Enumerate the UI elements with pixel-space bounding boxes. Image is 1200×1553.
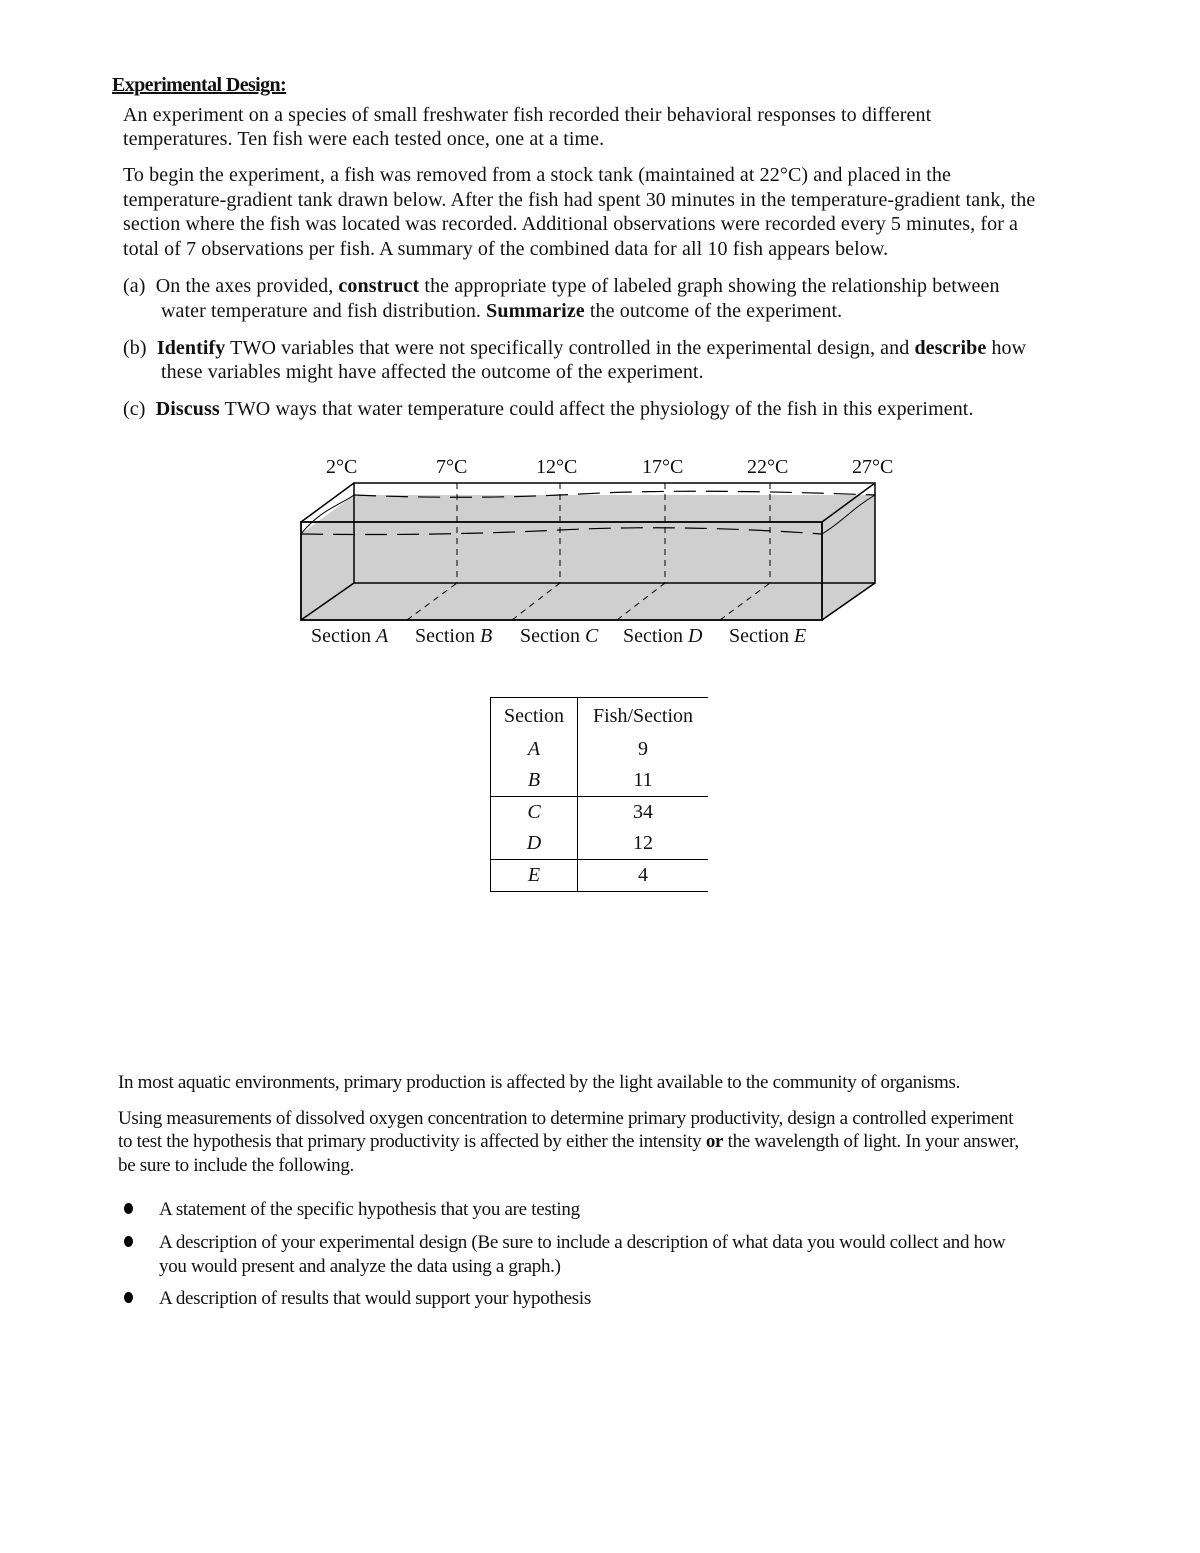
- section-label: Section C: [520, 625, 599, 647]
- temperature-label: 22°C: [747, 456, 789, 478]
- temperature-label: 12°C: [536, 456, 578, 478]
- bullet-item-cont: you would present and analyze the data using a graph.): [159, 1256, 561, 1277]
- table-cell-fish: 34: [633, 801, 653, 823]
- question-marker: (a): [123, 275, 146, 297]
- section-label: Section A: [311, 625, 389, 647]
- part2-intro: In most aquatic environments, primary production is affected by the light available to the community of organisms.: [118, 1072, 961, 1093]
- table-header-row: [491, 698, 709, 735]
- question-a: [123, 274, 1000, 298]
- temperature-label: 17°C: [642, 456, 684, 478]
- table-row: [491, 765, 709, 797]
- table-cell-fish: 11: [633, 769, 653, 791]
- table-row: [491, 734, 709, 765]
- temperature-label: 27°C: [852, 456, 894, 478]
- question-keyword: Discuss: [155, 398, 220, 420]
- procedure-line: section where the fish was located was recorded. Additional observations were recorded every 5 minutes, for a: [123, 213, 1019, 235]
- question-text: On the axes provided,: [155, 275, 339, 297]
- question-text: water temperature and fish distribution.: [161, 300, 487, 322]
- fish-distribution-table: [490, 697, 708, 892]
- intro-line: temperatures. Ten fish were each tested once, one at a time.: [123, 128, 605, 150]
- table-cell-section: D: [491, 828, 578, 860]
- bullet-item: A description of your experimental design (Be sure to include a description of what data you would collect and how: [159, 1232, 1006, 1253]
- part2-prompt-line: to test the hypothesis that primary productivity is affected by either the intensity or the wavelength of light. In your answer,: [118, 1131, 1019, 1152]
- question-a-cont: [161, 299, 842, 323]
- table-cell-section: E: [491, 860, 578, 892]
- question-keyword: describe: [914, 337, 987, 359]
- question-marker: (b): [123, 337, 147, 359]
- bullet-icon: [124, 1203, 133, 1214]
- procedure-line: total of 7 observations per fish. A summary of the combined data for all 10 fish appears below.: [123, 238, 889, 260]
- table-header: Fish/Section: [592, 704, 693, 727]
- table-cell-section: A: [491, 734, 578, 765]
- temperature-label: 2°C: [326, 456, 358, 478]
- table-header: Section: [491, 698, 578, 735]
- table-cell-fish: 4: [638, 864, 648, 886]
- question-b-cont: these variables might have affected the outcome of the experiment.: [161, 361, 704, 383]
- question-text: the appropriate type of labeled graph showing the relationship between: [419, 275, 1000, 297]
- part2-prompt-line: Using measurements of dissolved oxygen concentration to determine primary productivity, design a controlled experiment: [118, 1108, 1014, 1129]
- table-cell-section: B: [491, 765, 578, 797]
- table-cell-section: C: [491, 797, 578, 829]
- question-marker: (c): [123, 398, 146, 420]
- question-text: TWO variables that were not specifically controlled in the experimental design, and: [225, 337, 915, 359]
- bullet-icon: [124, 1236, 133, 1247]
- question-b: [123, 336, 1026, 360]
- question-text: TWO ways that water temperature could affect the physiology of the fish in this experiment.: [219, 398, 974, 420]
- intro-line: An experiment on a species of small freshwater fish recorded their behavioral responses to different: [123, 104, 932, 126]
- question-text: the outcome of the experiment.: [584, 300, 843, 322]
- table-cell-fish: 12: [633, 832, 653, 854]
- procedure-line: To begin the experiment, a fish was removed from a stock tank (maintained at 22°C) and placed in the: [123, 164, 952, 186]
- bullet-icon: [124, 1292, 133, 1303]
- procedure-line: temperature-gradient tank drawn below. After the fish had spent 30 minutes in the temperature-gradient tank, the: [123, 189, 1036, 211]
- temperature-label: 7°C: [436, 456, 468, 478]
- section-label: Section B: [415, 625, 493, 647]
- table-row: [491, 797, 709, 829]
- question-keyword: construct: [338, 275, 420, 297]
- bullet-item: A statement of the specific hypothesis that you are testing: [159, 1199, 580, 1220]
- water-fill: [301, 495, 875, 620]
- part2-prompt-line: be sure to include the following.: [118, 1155, 354, 1176]
- table-cell-fish: 9: [638, 738, 648, 760]
- section-label: Section D: [623, 625, 703, 647]
- bullet-item: A description of results that would support your hypothesis: [159, 1288, 591, 1309]
- question-keyword: Summarize: [486, 300, 585, 322]
- table-row: [491, 828, 709, 860]
- section-heading: Experimental Design:: [112, 74, 287, 96]
- question-c: [123, 397, 974, 421]
- question-keyword: Identify: [156, 337, 226, 359]
- question-text: how: [986, 337, 1027, 359]
- table-row: [491, 860, 709, 892]
- section-label: Section E: [729, 625, 807, 647]
- temperature-gradient-tank: [290, 450, 910, 660]
